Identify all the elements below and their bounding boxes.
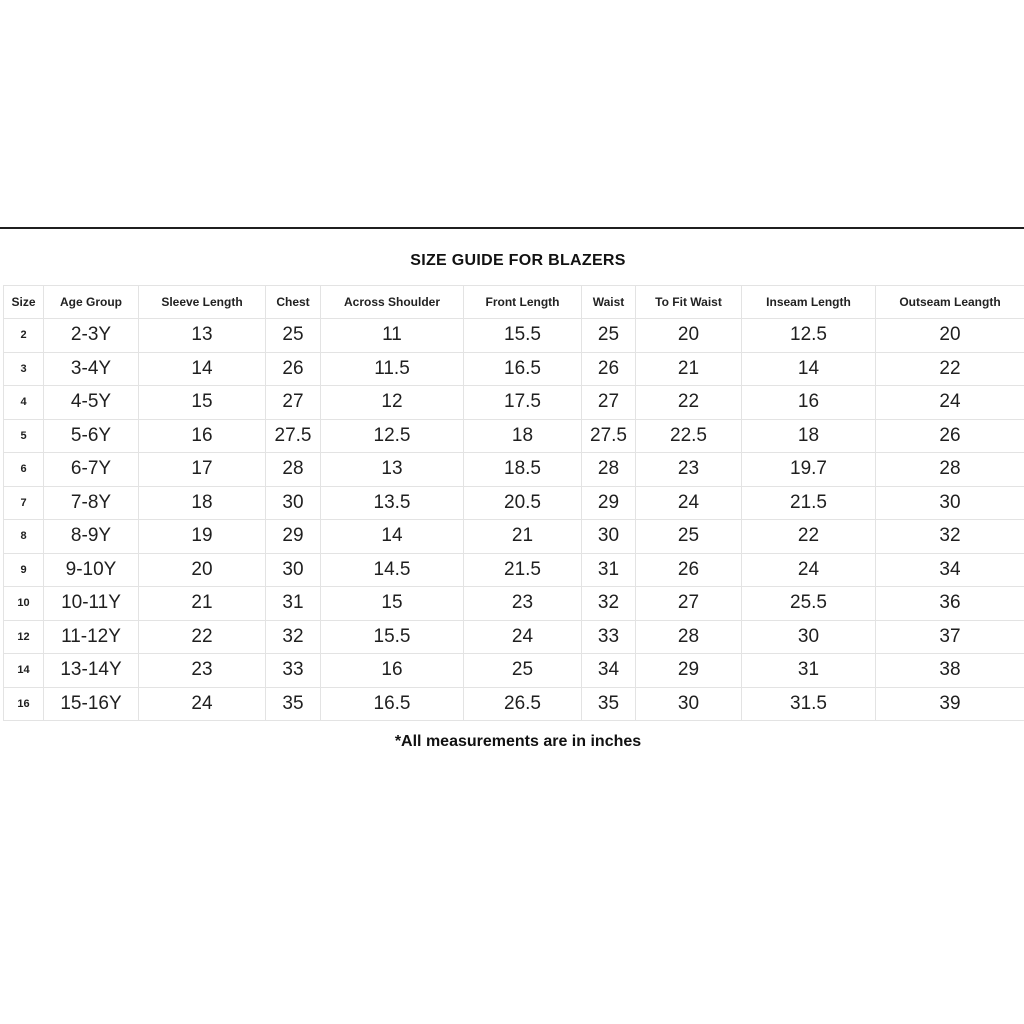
cell-chest: 27 xyxy=(266,386,321,420)
cell-across-shoulder: 14.5 xyxy=(321,553,464,587)
cell-waist: 34 xyxy=(582,654,636,688)
cell-outseam-length: 22 xyxy=(876,352,1024,386)
table-row xyxy=(4,620,1024,654)
cell-across-shoulder: 13.5 xyxy=(321,486,464,520)
table-row xyxy=(4,319,1024,353)
cell-to-fit-waist: 21 xyxy=(636,352,742,386)
column-header-outseam-length: Outseam Leangth xyxy=(876,286,1024,319)
cell-outseam-length: 24 xyxy=(876,386,1024,420)
cell-size: 6 xyxy=(4,453,44,487)
column-header-chest: Chest xyxy=(266,286,321,319)
cell-sleeve-length: 20 xyxy=(139,553,266,587)
cell-chest: 33 xyxy=(266,654,321,688)
cell-to-fit-waist: 29 xyxy=(636,654,742,688)
column-header-size: Size xyxy=(4,286,44,319)
cell-size: 10 xyxy=(4,587,44,621)
cell-waist: 33 xyxy=(582,620,636,654)
cell-age-group: 11-12Y xyxy=(44,620,139,654)
table-row xyxy=(4,486,1024,520)
cell-age-group: 15-16Y xyxy=(44,687,139,721)
column-header-sleeve-length: Sleeve Length xyxy=(139,286,266,319)
cell-age-group: 2-3Y xyxy=(44,319,139,353)
cell-size: 3 xyxy=(4,352,44,386)
cell-age-group: 10-11Y xyxy=(44,587,139,621)
column-header-age-group: Age Group xyxy=(44,286,139,319)
cell-front-length: 18 xyxy=(464,419,582,453)
cell-inseam-length: 18 xyxy=(742,419,876,453)
cell-sleeve-length: 15 xyxy=(139,386,266,420)
column-header-to-fit-waist: To Fit Waist xyxy=(636,286,742,319)
cell-front-length: 21 xyxy=(464,520,582,554)
cell-outseam-length: 30 xyxy=(876,486,1024,520)
cell-to-fit-waist: 25 xyxy=(636,520,742,554)
cell-inseam-length: 30 xyxy=(742,620,876,654)
cell-across-shoulder: 12.5 xyxy=(321,419,464,453)
cell-front-length: 17.5 xyxy=(464,386,582,420)
cell-front-length: 21.5 xyxy=(464,553,582,587)
cell-size: 8 xyxy=(4,520,44,554)
cell-chest: 35 xyxy=(266,687,321,721)
cell-to-fit-waist: 30 xyxy=(636,687,742,721)
cell-sleeve-length: 19 xyxy=(139,520,266,554)
cell-size: 16 xyxy=(4,687,44,721)
cell-waist: 35 xyxy=(582,687,636,721)
cell-waist: 31 xyxy=(582,553,636,587)
column-header-front-length: Front Length xyxy=(464,286,582,319)
table-row xyxy=(4,352,1024,386)
cell-across-shoulder: 15.5 xyxy=(321,620,464,654)
cell-size: 5 xyxy=(4,419,44,453)
table-row xyxy=(4,654,1024,688)
cell-waist: 29 xyxy=(582,486,636,520)
cell-inseam-length: 31 xyxy=(742,654,876,688)
cell-chest: 31 xyxy=(266,587,321,621)
cell-age-group: 7-8Y xyxy=(44,486,139,520)
size-guide-table xyxy=(3,285,1024,721)
cell-front-length: 23 xyxy=(464,587,582,621)
cell-chest: 30 xyxy=(266,553,321,587)
cell-outseam-length: 20 xyxy=(876,319,1024,353)
cell-waist: 25 xyxy=(582,319,636,353)
cell-outseam-length: 36 xyxy=(876,587,1024,621)
cell-to-fit-waist: 24 xyxy=(636,486,742,520)
cell-age-group: 4-5Y xyxy=(44,386,139,420)
cell-across-shoulder: 16.5 xyxy=(321,687,464,721)
cell-across-shoulder: 13 xyxy=(321,453,464,487)
cell-across-shoulder: 11.5 xyxy=(321,352,464,386)
size-guide-table-wrapper xyxy=(3,285,1024,721)
cell-age-group: 3-4Y xyxy=(44,352,139,386)
cell-inseam-length: 16 xyxy=(742,386,876,420)
cell-size: 7 xyxy=(4,486,44,520)
cell-sleeve-length: 16 xyxy=(139,419,266,453)
cell-outseam-length: 28 xyxy=(876,453,1024,487)
cell-outseam-length: 38 xyxy=(876,654,1024,688)
cell-to-fit-waist: 20 xyxy=(636,319,742,353)
table-row xyxy=(4,453,1024,487)
cell-to-fit-waist: 22.5 xyxy=(636,419,742,453)
cell-front-length: 24 xyxy=(464,620,582,654)
cell-chest: 30 xyxy=(266,486,321,520)
cell-sleeve-length: 18 xyxy=(139,486,266,520)
table-row xyxy=(4,520,1024,554)
cell-age-group: 13-14Y xyxy=(44,654,139,688)
cell-chest: 26 xyxy=(266,352,321,386)
cell-front-length: 18.5 xyxy=(464,453,582,487)
cell-outseam-length: 34 xyxy=(876,553,1024,587)
cell-size: 14 xyxy=(4,654,44,688)
cell-outseam-length: 26 xyxy=(876,419,1024,453)
cell-age-group: 6-7Y xyxy=(44,453,139,487)
cell-to-fit-waist: 26 xyxy=(636,553,742,587)
cell-sleeve-length: 21 xyxy=(139,587,266,621)
cell-to-fit-waist: 22 xyxy=(636,386,742,420)
cell-waist: 26 xyxy=(582,352,636,386)
top-divider xyxy=(0,227,1024,229)
cell-front-length: 16.5 xyxy=(464,352,582,386)
cell-sleeve-length: 14 xyxy=(139,352,266,386)
cell-chest: 28 xyxy=(266,453,321,487)
cell-front-length: 26.5 xyxy=(464,687,582,721)
table-row xyxy=(4,587,1024,621)
cell-chest: 27.5 xyxy=(266,419,321,453)
column-header-waist: Waist xyxy=(582,286,636,319)
cell-sleeve-length: 22 xyxy=(139,620,266,654)
cell-age-group: 5-6Y xyxy=(44,419,139,453)
table-row xyxy=(4,419,1024,453)
table-row xyxy=(4,553,1024,587)
cell-waist: 28 xyxy=(582,453,636,487)
cell-inseam-length: 22 xyxy=(742,520,876,554)
cell-inseam-length: 14 xyxy=(742,352,876,386)
cell-across-shoulder: 16 xyxy=(321,654,464,688)
cell-waist: 32 xyxy=(582,587,636,621)
cell-outseam-length: 37 xyxy=(876,620,1024,654)
cell-waist: 27.5 xyxy=(582,419,636,453)
cell-outseam-length: 39 xyxy=(876,687,1024,721)
cell-chest: 32 xyxy=(266,620,321,654)
cell-inseam-length: 25.5 xyxy=(742,587,876,621)
cell-across-shoulder: 11 xyxy=(321,319,464,353)
cell-inseam-length: 19.7 xyxy=(742,453,876,487)
cell-sleeve-length: 23 xyxy=(139,654,266,688)
cell-across-shoulder: 15 xyxy=(321,587,464,621)
cell-to-fit-waist: 27 xyxy=(636,587,742,621)
measurement-footnote: *All measurements are in inches xyxy=(394,733,642,750)
table-row xyxy=(4,386,1024,420)
cell-across-shoulder: 12 xyxy=(321,386,464,420)
cell-outseam-length: 32 xyxy=(876,520,1024,554)
table-header-row xyxy=(4,286,1024,319)
cell-inseam-length: 12.5 xyxy=(742,319,876,353)
table-body xyxy=(4,319,1024,721)
cell-sleeve-length: 24 xyxy=(139,687,266,721)
cell-age-group: 8-9Y xyxy=(44,520,139,554)
cell-chest: 25 xyxy=(266,319,321,353)
cell-across-shoulder: 14 xyxy=(321,520,464,554)
cell-chest: 29 xyxy=(266,520,321,554)
cell-inseam-length: 24 xyxy=(742,553,876,587)
cell-waist: 27 xyxy=(582,386,636,420)
cell-sleeve-length: 13 xyxy=(139,319,266,353)
cell-front-length: 25 xyxy=(464,654,582,688)
column-header-across-shoulder: Across Shoulder xyxy=(321,286,464,319)
cell-age-group: 9-10Y xyxy=(44,553,139,587)
cell-waist: 30 xyxy=(582,520,636,554)
cell-to-fit-waist: 28 xyxy=(636,620,742,654)
cell-inseam-length: 31.5 xyxy=(742,687,876,721)
page-title: SIZE GUIDE FOR BLAZERS xyxy=(410,252,626,269)
cell-sleeve-length: 17 xyxy=(139,453,266,487)
cell-size: 12 xyxy=(4,620,44,654)
cell-to-fit-waist: 23 xyxy=(636,453,742,487)
column-header-inseam-length: Inseam Length xyxy=(742,286,876,319)
cell-size: 2 xyxy=(4,319,44,353)
table-row xyxy=(4,687,1024,721)
cell-front-length: 20.5 xyxy=(464,486,582,520)
cell-front-length: 15.5 xyxy=(464,319,582,353)
cell-size: 9 xyxy=(4,553,44,587)
cell-size: 4 xyxy=(4,386,44,420)
cell-inseam-length: 21.5 xyxy=(742,486,876,520)
